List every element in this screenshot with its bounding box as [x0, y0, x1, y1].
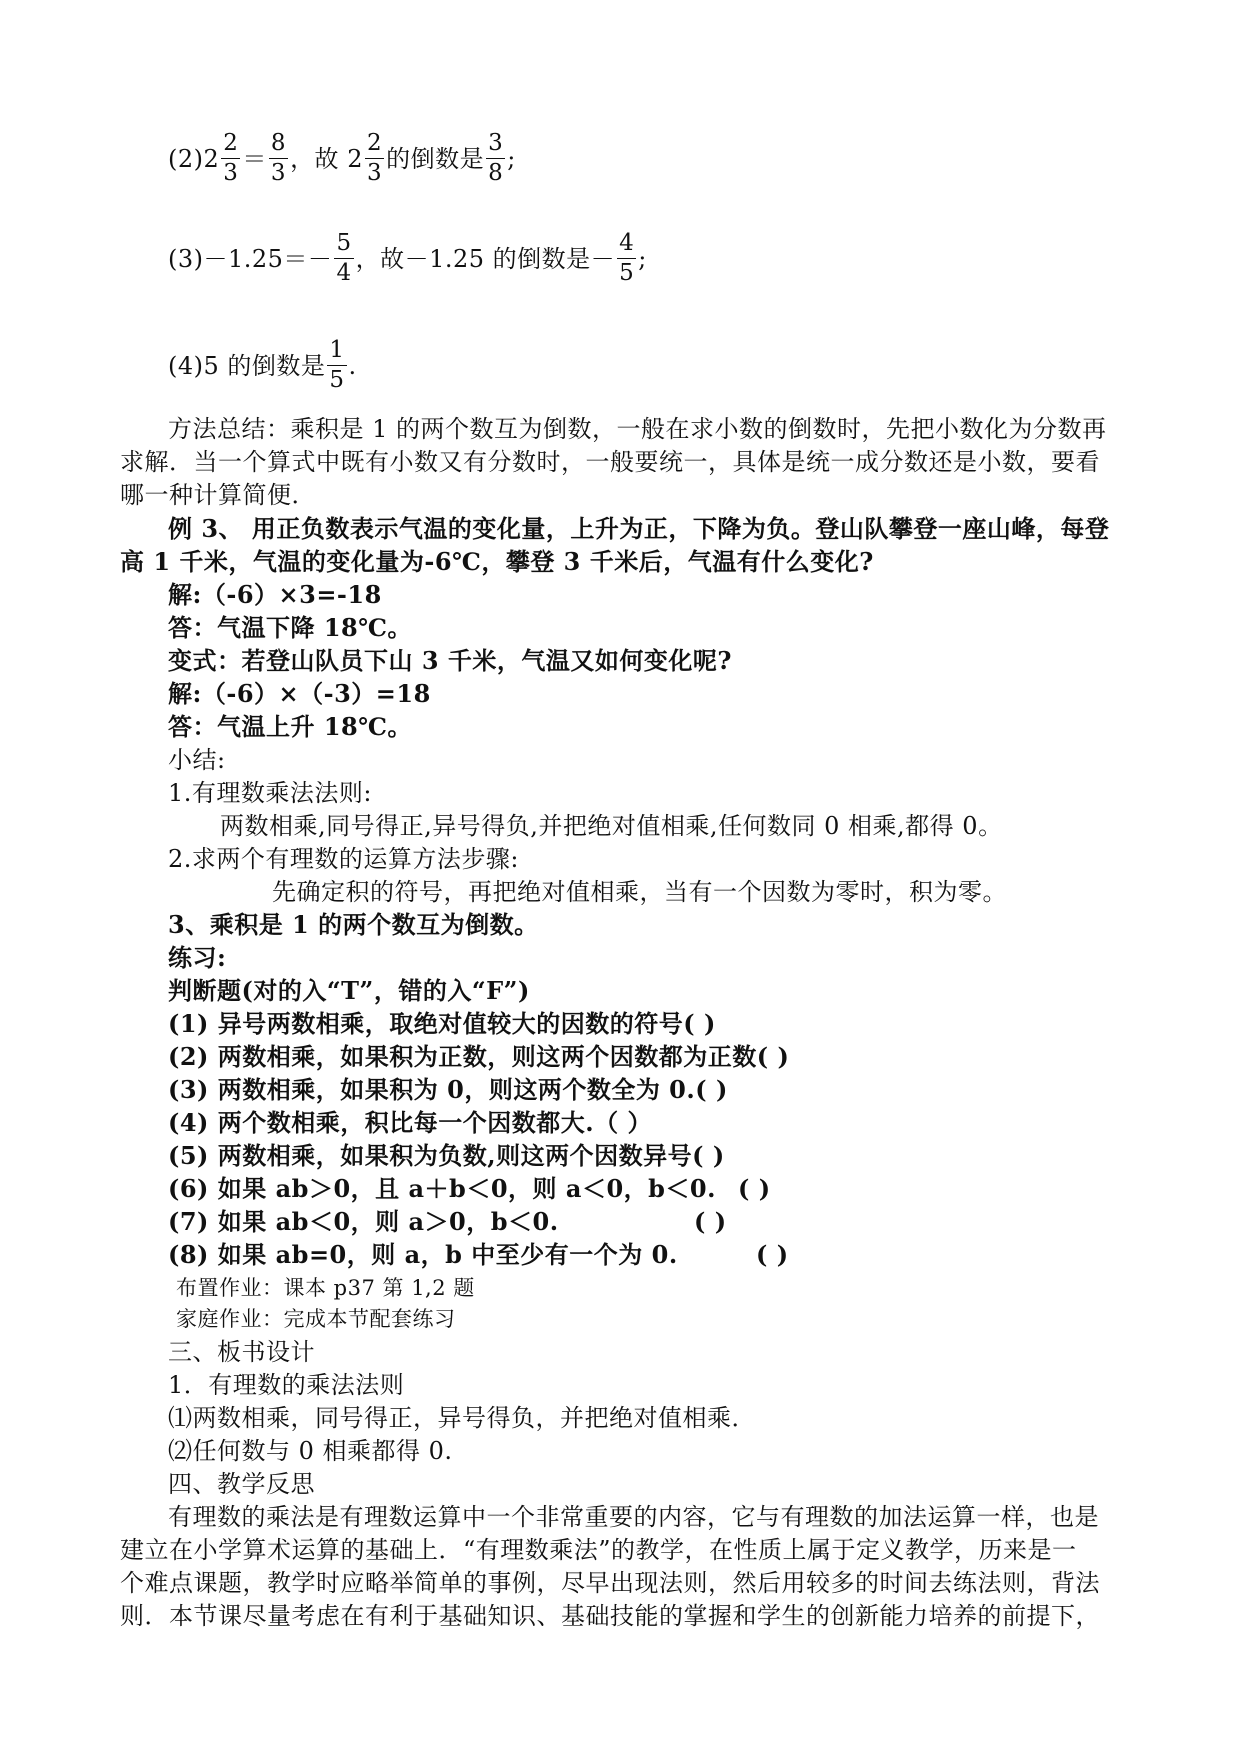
- text: .: [348, 351, 357, 380]
- example-3-title: 例 3、 用正负数表示气温的变化量，上升为正，下降为负。登山队攀登一座山峰，每登: [168, 514, 1110, 543]
- fraction: [617, 232, 636, 285]
- numerator: 5: [334, 232, 353, 259]
- summary-line: 哪一种计算简便．: [120, 481, 316, 509]
- equals: ＝: [242, 144, 267, 173]
- solution-line: 解:（-6）×3=-18: [168, 580, 382, 609]
- reflection-line: 有理数的乘法是有理数运算中一个非常重要的内容，它与有理数的加法运算一样，也是: [168, 1503, 1099, 1531]
- denominator: 3: [270, 160, 287, 186]
- fraction: [221, 132, 240, 185]
- reflection-line: 建立在小学算术运算的基础上．“有理数乘法”的教学，在性质上属于定义教学，历来是一: [120, 1536, 1077, 1564]
- answer-blank: ( ): [756, 1240, 789, 1269]
- question-2: (2) 两数相乘，如果积为正数，则这两个因数都为正数( ): [168, 1042, 790, 1071]
- solution-line: 解:（-6）×（-3）=18: [168, 679, 431, 708]
- numerator: 2: [365, 132, 384, 159]
- denominator: 3: [223, 160, 239, 186]
- summary-line: 方法总结：乘积是 1 的两个数互为倒数，一般在求小数的倒数时，先把小数化为分数再: [168, 415, 1107, 443]
- answer-blank: ( ): [694, 1207, 727, 1236]
- denominator: 5: [619, 260, 635, 286]
- question-1: (1) 异号两数相乘，取绝对值较大的因数的符号( ): [168, 1009, 716, 1038]
- text: ;: [638, 244, 647, 273]
- numerator: 3: [486, 132, 505, 159]
- example-3-title-cont: 高 1 千米，气温的变化量为-6℃，攀登 3 千米后，气温有什么变化?: [120, 547, 874, 576]
- reflection-line: 个难点课题，教学时应略举简单的事例，尽早出现法则，然后用较多的时间去练法则，背法: [120, 1569, 1100, 1597]
- fraction: [269, 132, 288, 185]
- example-4-line: [168, 339, 357, 392]
- question-8: (8) 如果 ab=0，则 a，b 中至少有一个为 0.: [168, 1240, 678, 1269]
- integer-part: 2: [203, 144, 220, 173]
- numerator: 8: [269, 132, 288, 159]
- rule-3: 3、乘积是 1 的两个数互为倒数。: [168, 910, 539, 939]
- board-line: ⑵任何数与 0 相乘都得 0.: [168, 1437, 453, 1465]
- board-line: 1．有理数的乘法法则: [168, 1371, 405, 1399]
- denominator: 3: [366, 160, 383, 186]
- text: ，故 2: [290, 144, 363, 173]
- question-7: (7) 如果 ab＜0，则 a＞0，b＜0.: [168, 1207, 559, 1236]
- rule-body: 两数相乘,同号得正,异号得负,并把绝对值相乘,任何数同 0 相乘,都得 0。: [220, 812, 1003, 840]
- fraction: [365, 132, 384, 185]
- question-5: (5) 两数相乘，如果积为负数,则这两个因数异号( ): [168, 1141, 725, 1170]
- example-2-line: [168, 132, 516, 185]
- text: ，故－1.25 的倒数是－: [355, 244, 616, 273]
- text: 的倒数是: [386, 144, 485, 173]
- rule-title: 1.有理数乘法法则:: [168, 779, 372, 807]
- homework-line: 布置作业：课本 p37 第 1,2 题: [176, 1276, 475, 1300]
- rule-body: 先确定积的符号，再把绝对值相乘，当有一个因数为零时，积为零。: [272, 878, 1007, 906]
- board-design-heading: 三、板书设计: [168, 1338, 315, 1366]
- variant-line: 变式：若登山队员下山 3 千米，气温又如何变化呢?: [168, 646, 732, 675]
- fraction: [327, 339, 346, 392]
- judge-title: 判断题(对的入“T”，错的入“F”): [168, 976, 530, 1005]
- board-line: ⑴两数相乘，同号得正，异号得负，并把绝对值相乘．: [168, 1404, 756, 1432]
- answer-line: 答：气温下降 18℃。: [168, 613, 413, 642]
- answer-blank: ( ): [738, 1174, 771, 1203]
- reflection-heading: 四、教学反思: [168, 1470, 315, 1498]
- denominator: 8: [488, 160, 504, 186]
- question-6: (6) 如果 ab＞0，且 a＋b＜0，则 a＜0，b＜0.: [168, 1174, 716, 1203]
- text: ;: [507, 144, 516, 173]
- numerator: 1: [327, 339, 346, 366]
- text: (4)5 的倒数是: [168, 351, 326, 380]
- numerator: 4: [617, 232, 636, 259]
- label: (2): [168, 144, 204, 173]
- question-3: (3) 两数相乘，如果积为 0，则这两个数全为 0.( ): [168, 1075, 728, 1104]
- example-3-line: [168, 232, 647, 285]
- homework-line: 家庭作业：完成本节配套练习: [176, 1307, 456, 1331]
- denominator: 5: [329, 367, 345, 393]
- fraction: [486, 132, 505, 185]
- numerator: 2: [221, 132, 240, 159]
- rule-title: 2.求两个有理数的运算方法步骤:: [168, 845, 519, 873]
- summary-line: 求解．当一个算式中既有小数又有分数时，一般要统一，具体是统一成分数还是小数，要看: [120, 448, 1100, 476]
- summary-heading: 小结:: [168, 746, 226, 774]
- text: (3)－1.25＝－: [168, 244, 333, 273]
- answer-line: 答：气温上升 18℃。: [168, 712, 413, 741]
- question-4: (4) 两个数相乘，积比每一个因数都大.（ ）: [168, 1108, 652, 1137]
- denominator: 4: [336, 260, 352, 286]
- reflection-line: 则．本节课尽量考虑在有利于基础知识、基础技能的掌握和学生的创新能力培养的前提下，: [120, 1602, 1100, 1630]
- fraction: [334, 232, 353, 285]
- practice-heading: 练习:: [168, 943, 227, 972]
